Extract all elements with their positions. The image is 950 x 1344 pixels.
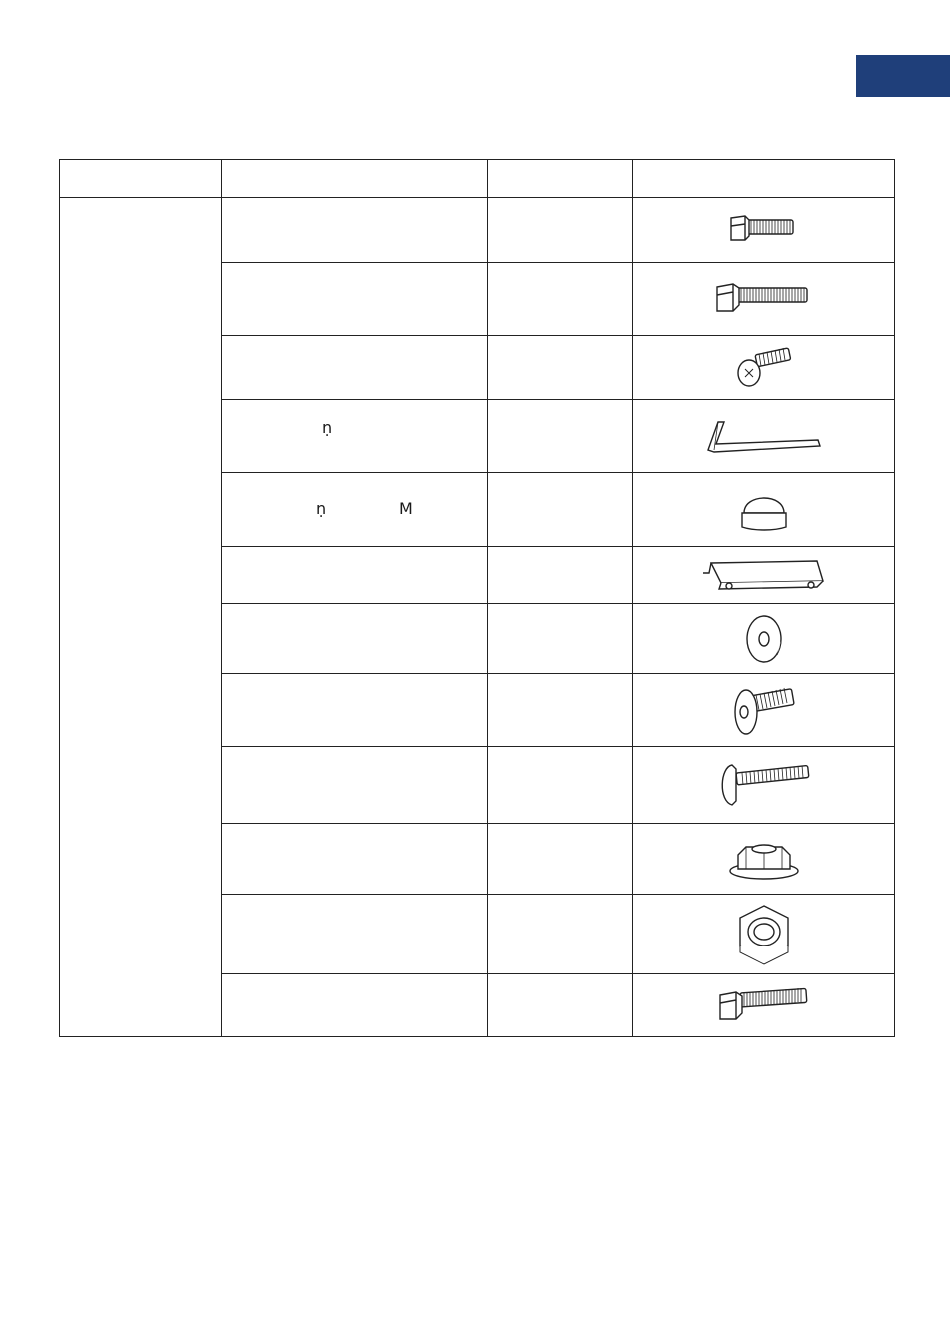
description-text: M [399, 499, 413, 518]
hex-bolt-medium-icon [712, 981, 816, 1029]
quantity-cell [488, 604, 633, 674]
pan-head-screw-icon [729, 345, 799, 391]
description-cell [222, 824, 488, 895]
washer-icon [739, 611, 789, 667]
dome-cap-nut-icon [734, 485, 794, 535]
image-cell [633, 547, 895, 604]
description-text: ṇ [322, 418, 333, 437]
description-text: ṇ [316, 499, 327, 518]
image-cell [633, 263, 895, 336]
image-cell [633, 674, 895, 747]
quantity-cell [488, 198, 633, 263]
bracket-plate-icon [699, 555, 829, 595]
description-cell [222, 674, 488, 747]
image-cell [633, 747, 895, 824]
allen-key-icon [704, 414, 824, 458]
description-cell [222, 336, 488, 400]
image-cell [633, 198, 895, 263]
quantity-cell [488, 400, 633, 473]
quantity-cell [488, 674, 633, 747]
image-cell [633, 336, 895, 400]
quantity-cell [488, 547, 633, 604]
quantity-cell [488, 974, 633, 1037]
header-cell [488, 160, 633, 198]
description-cell [222, 604, 488, 674]
hex-bolt-short-icon [719, 208, 809, 252]
description-cell [222, 974, 488, 1037]
description-cell [222, 400, 488, 473]
quantity-cell [488, 895, 633, 974]
header-cell [60, 160, 222, 198]
image-cell [633, 824, 895, 895]
quantity-cell [488, 473, 633, 547]
quantity-cell [488, 824, 633, 895]
table-row [60, 198, 895, 263]
flange-hex-socket-bolt-icon [724, 682, 804, 738]
table-header-row [60, 160, 895, 198]
image-cell [633, 400, 895, 473]
header-cell [633, 160, 895, 198]
image-cell [633, 974, 895, 1037]
quantity-cell [488, 263, 633, 336]
quantity-cell [488, 336, 633, 400]
description-cell [222, 895, 488, 974]
quantity-cell [488, 747, 633, 824]
image-cell [633, 895, 895, 974]
image-cell [633, 473, 895, 547]
parts-table [59, 159, 895, 1037]
flange-nut-icon [724, 833, 804, 885]
description-cell [222, 547, 488, 604]
description-cell [222, 263, 488, 336]
page-corner-tab [856, 55, 950, 97]
description-cell [222, 198, 488, 263]
group-cell [60, 198, 222, 1037]
hex-lock-nut-icon [732, 902, 796, 966]
image-cell [633, 604, 895, 674]
header-cell [222, 160, 488, 198]
hex-bolt-long-icon [709, 275, 819, 323]
description-cell [222, 473, 488, 547]
description-cell [222, 747, 488, 824]
carriage-bolt-icon [714, 757, 814, 813]
